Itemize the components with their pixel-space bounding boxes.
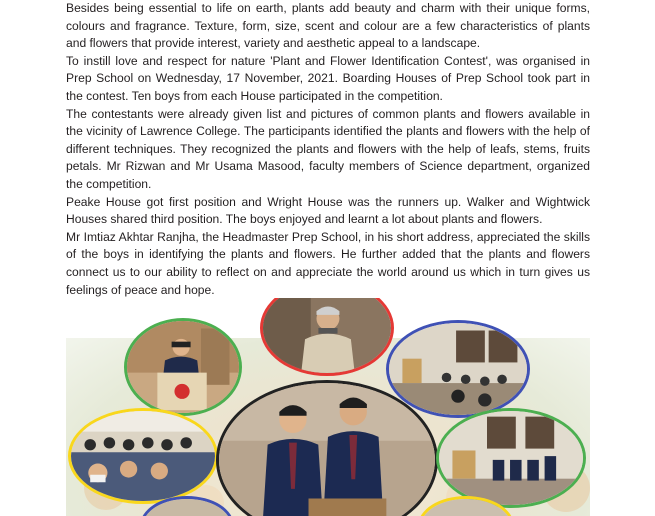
- paragraph-headmaster: Mr Imtiaz Akhtar Ranjha, the Headmaster Prep School, in his short address, appreciated the skills of the boys in identifying the plants and flowers. He further added that the plants and flowers connect us to our ability to reflect on and appreciate the world around us which in turn gives us feelings of peace and hope.: [66, 229, 590, 297]
- paragraph-contestants: The contestants were already given list and pictures of common plants and flowers available in the vicinity of Lawrence College. The participants identified the plants and flowers with the help of different techniques. They recognized the plants and flowers with the help of leafs, stems, fruits petals. Mr Rizwan and Mr Usama Masood, faculty members of Science department, organized the competition.: [66, 106, 590, 191]
- paragraph-intro: Besides being essential to life on earth, plants add beauty and charm with their unique forms, colours and fragrance. Texture, form, size, scent and colour are a few characteristics of plants and flowers that provide interest, variety and aesthetic appeal to a landscape.: [66, 1, 590, 51]
- article-text: [66, 0, 590, 299]
- paragraph-results: Peake House got first position and Wright House was the runners up. Walker and Wightwick Houses shared third position. The boys enjoyed and learnt a lot about plants and flowers.: [66, 194, 590, 227]
- photo-collage: [66, 298, 590, 516]
- photo-seated-row: [436, 408, 586, 508]
- photo-audience: [68, 408, 218, 504]
- photo-student-lectern: [124, 318, 242, 416]
- photo-hall: [386, 320, 530, 418]
- paragraph-contest: To instill love and respect for nature 'Plant and Flower Identification Contest', was organised in Prep School on Wednesday, 17 November, 2021. Boarding Houses of Prep School took part in the contest. Ten boys from each House participated in the competition.: [66, 53, 590, 103]
